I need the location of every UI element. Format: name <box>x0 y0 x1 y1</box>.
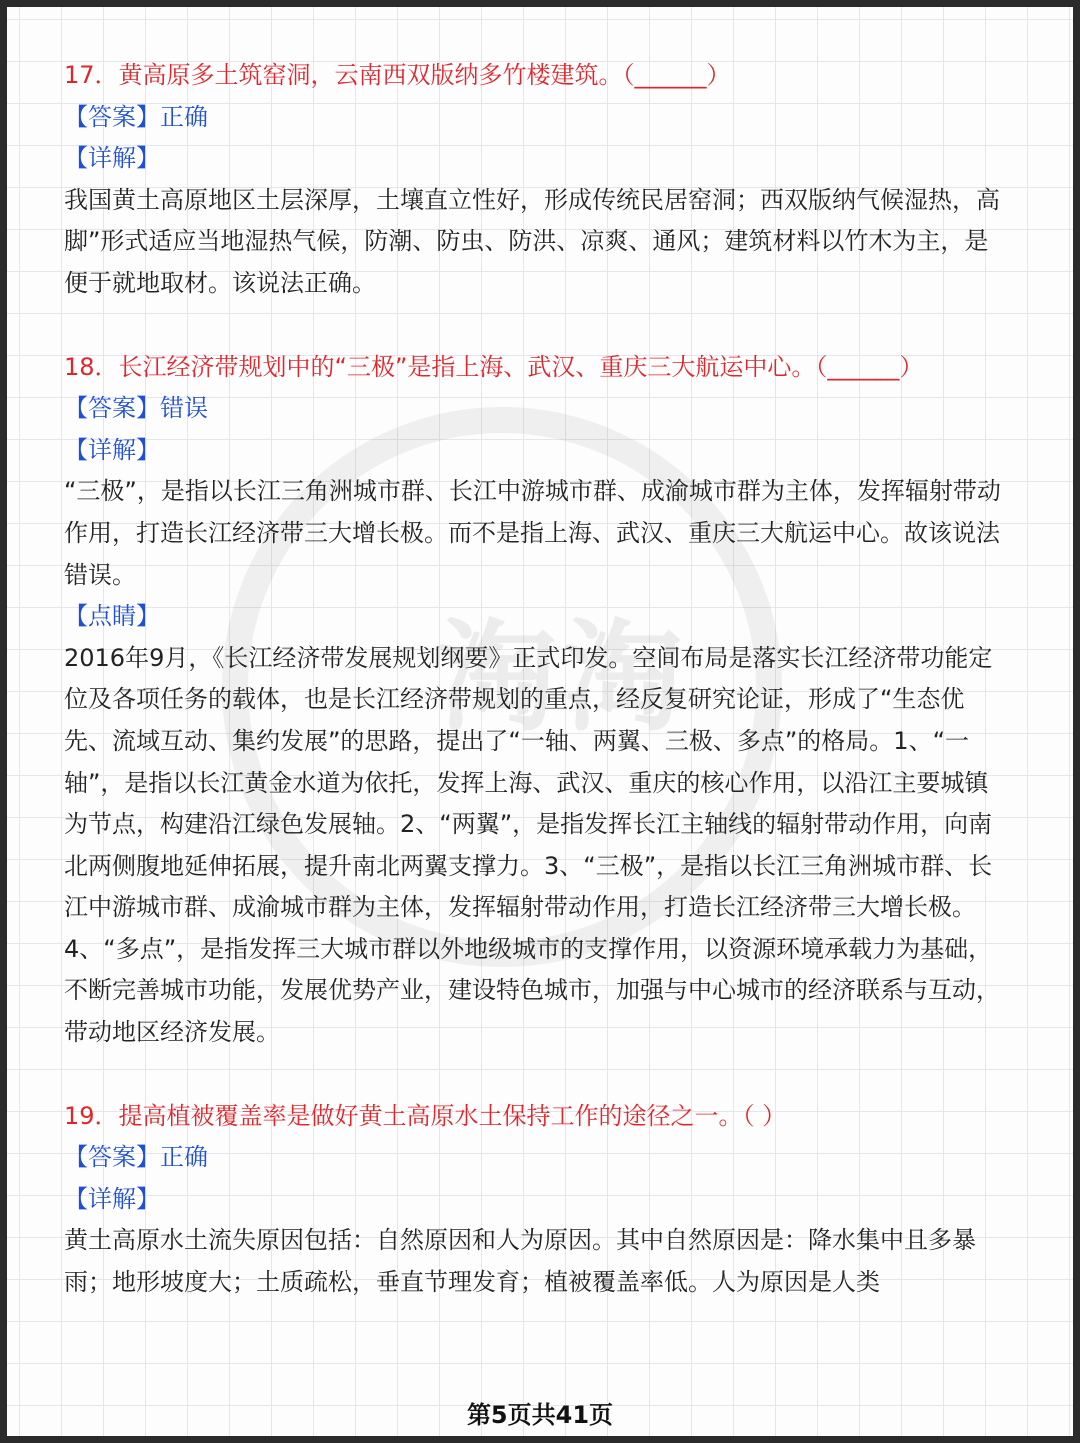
detail-tag-17: 【详解】 <box>64 144 160 173</box>
content <box>64 55 1012 1304</box>
answer-18: 【答案】错误 <box>64 394 208 423</box>
detail-17: 我国黄土高原地区土层深厚，土壤直立性好，形成传统民居窑洞；西双版纳气候湿热，高脚”形式适应当地湿热气候，防潮、防虫、防洪、凉爽、通风；建筑材料以竹木为主，是便于就地取材。该说法正确。 <box>64 185 1000 297</box>
answer-17: 【答案】正确 <box>64 102 208 131</box>
question-18: 18．长江经济带规划中的“三极”是指上海、武汉、重庆三大航运中心。（______） <box>64 352 924 381</box>
detail-18: “三极”，是指以长江三角洲城市群、长江中游城市群、成渝城市群为主体，发挥辐射带动作用，打造长江经济带三大增长极。而不是指上海、武汉、重庆三大航运中心。故该说法错误。 <box>64 477 1001 589</box>
spacer <box>64 1054 1012 1096</box>
point-tag-18: 【点睛】 <box>64 602 160 631</box>
detail-19: 黄土高原水土流失原因包括：自然原因和人为原因。其中自然原因是：降水集中且多暴雨；地形坡度大；土质疏松，垂直节理发育；植被覆盖率低。人为原因是人类 <box>64 1226 976 1297</box>
question-19: 19．提高植被覆盖率是做好黄土高原水土保持工作的途径之一。（ ） <box>64 1101 787 1130</box>
answer-19: 【答案】正确 <box>64 1143 208 1172</box>
detail-tag-18: 【详解】 <box>64 435 160 464</box>
question-17: 17．黄高原多土筑窑洞，云南西双版纳多竹楼建筑。（______） <box>64 61 731 89</box>
detail-tag-19: 【详解】 <box>64 1184 160 1213</box>
document-page <box>7 7 1073 1436</box>
page-number: 第5页共41页 <box>466 1401 614 1429</box>
watermark-text: 淘淘 <box>437 609 689 748</box>
point-18: 2016年9月，《长江经济带发展规划纲要》正式印发。空间布局是落实长江经济带功能定位及各项任务的载体，也是长江经济带规划的重点，经反复研究论证，形成了“生态优先、流域互动、集约发展”的思路，提出了“一轴、两翼、三极、多点”的格局。1、“一轴”，是指以长江黄金水道为依托，发挥上海、武汉、重庆的核心作用，以沿江主要城镇为节点，构建沿江绿色发展轴。2、“两翼”，是指发挥长江主轴线的辐射带动作用，向南北两侧腹地延伸拓展，提升南北两翼支撑力。3、“三极”，是指以长江三角洲城市群、长江中游城市群、成渝城市群为主体，发挥辐射带动作用，打造长江经济带三大增长极。4、“多点”，是指发挥三大城市群以外地级城市的支撑作用，以资源环境承载力为基础，不断完善城市功能，发展优势产业，建设特色城市，加强与中心城市的经济联系与互动，带动地区经济发展。 <box>64 643 1000 1047</box>
spacer <box>64 305 1012 347</box>
